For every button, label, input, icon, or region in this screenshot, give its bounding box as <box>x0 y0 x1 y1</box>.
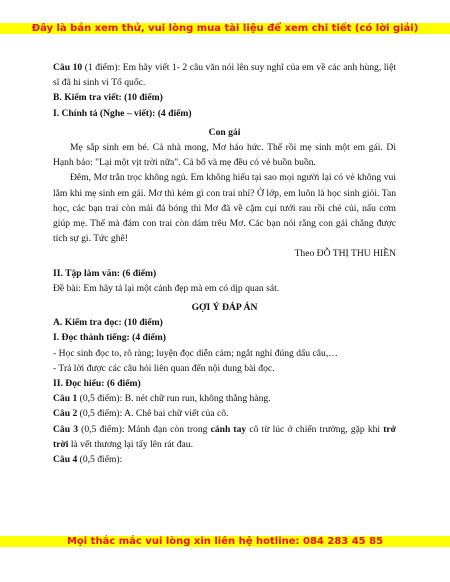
story-source: Theo ĐỖ THỊ THU HIỀN <box>294 248 396 260</box>
answer-2: Câu 2 (0,5 điểm): A. Chê bai chữ viết của cô. <box>53 408 229 420</box>
essay-prompt: Đề bài: Em hãy tả lại một cảnh đẹp mà em có dịp quan sát. <box>53 282 280 294</box>
question-10: Câu 10 (1 điểm): Em hãy viết 1- 2 câu văn nói lên suy nghĩ của em về các anh hùng, liệt sĩ đã hi sinh vì Tổ quốc. <box>53 62 397 89</box>
reading-comprehension-heading: II. Đọc hiểu: (6 điểm) <box>53 378 141 390</box>
answer-1: Câu 1 (0,5 điểm): B. nét chữ run run, không thẳng hàng. <box>53 393 271 405</box>
answer-key-title: GỢI Ý ĐÁP ÁN <box>191 302 258 314</box>
story-paragraph-1: Mẹ sắp sinh em bé. Cả nhà mong, Mơ háo hức. Thế rồi mẹ sinh một em gái. Dì Hạnh bảo: "Lại một vịt trời nữa". Cả bố và mẹ đều có vẻ buồn buồn. <box>53 142 396 169</box>
reading-aloud-heading: I. Đọc thành tiếng: (4 điểm) <box>53 332 166 344</box>
hotline-banner: Mọi thắc mắc vui lòng xin liên hệ hotline: 084 283 45 85 <box>0 536 450 547</box>
document-body <box>53 60 396 467</box>
section-b-heading: B. Kiểm tra viết: (10 điểm) <box>53 92 163 104</box>
answer-3: Câu 3 (0,5 điểm): Mảnh đạn còn trong cánh tay cô từ lúc ở chiến trường, gặp khi trở trời là vết thương lại tấy lên rát đau. <box>53 423 396 450</box>
dictation-heading: I. Chính tả (Nghe – viết): (4 điểm) <box>53 107 192 119</box>
answer-4: Câu 4 (0,5 điểm): <box>53 454 123 466</box>
criteria-bullet-2: - Trả lời được các câu hỏi liên quan đến nội dung bài đọc. <box>53 362 275 374</box>
composition-heading: II. Tập làm văn: (6 điểm) <box>53 267 157 279</box>
story-paragraph-2: Đêm, Mơ trằn trọc không ngủ. Em không hiểu tại sao mọi người lại có vẻ không vui lắm khi mẹ sinh em gái. Mơ thì kém gì con trai nhỉ? Ở lớp, em luôn là học sinh giỏi. Tan học, các bạn trai còn mải đá bóng thì Mơ đã về cặm cụi tưới rau rồi chẻ củi, nấu cơm giúp mẹ. Thế mà đám con trai còn dám trêu Mơ. Các bạn nói rằng con gái chẳng được tích sự gì. Tức ghê! <box>53 172 396 245</box>
story-title: Con gái <box>208 126 241 138</box>
section-a-heading: A. Kiểm tra đọc: (10 điểm) <box>53 317 163 329</box>
criteria-bullet-1: - Học sinh đọc to, rõ ràng; luyện đọc diễn cảm; ngắt nghỉ đúng dấu câu,… <box>53 347 338 359</box>
preview-banner: Đây là bản xem thử, vui lòng mua tài liệu để xem chi tiết (có lời giải) <box>0 23 450 34</box>
